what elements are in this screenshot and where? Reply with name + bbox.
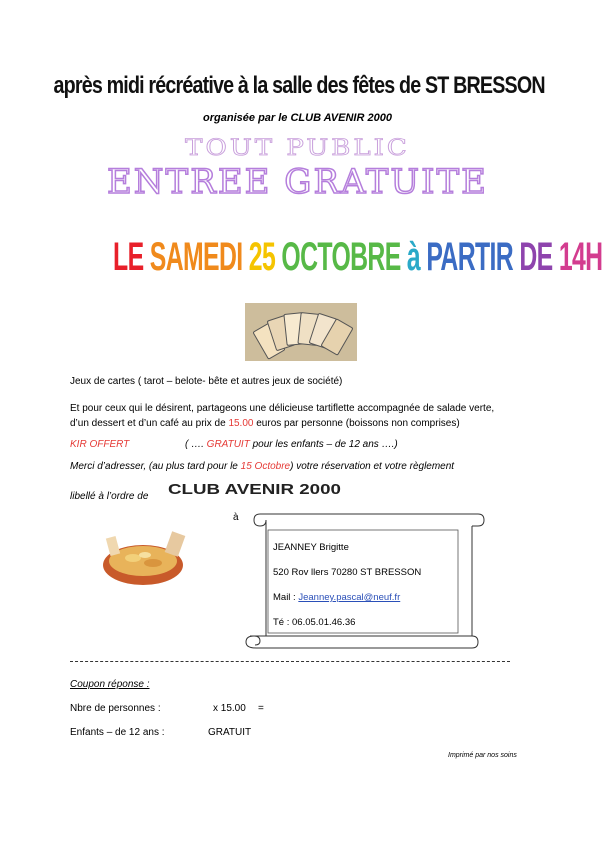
coupon-title: Coupon réponse :	[70, 679, 150, 690]
cut-line-divider	[70, 661, 510, 662]
entree-gratuite-banner: ENTREE GRATUITE	[106, 162, 488, 202]
date-word: LE	[113, 235, 150, 279]
date-word: PARTIR	[426, 235, 520, 279]
tartiflette-line: Et pour ceux qui le désirent, partageons une délicieuse tartiflette accompagnée de salade verte,	[70, 403, 495, 414]
price-value: 15.00	[228, 418, 254, 429]
merci-date: 15 Octobre	[240, 461, 291, 472]
address-mail	[273, 592, 400, 603]
date-word: 25	[248, 235, 282, 279]
games-line: Jeux de cartes ( tarot – belote- bête et autres jeux de société)	[70, 376, 343, 387]
coupon-children-value: GRATUIT	[208, 727, 252, 738]
mail-label: Mail :	[273, 592, 299, 603]
price-line-pre: d’un dessert et d’un café au prix de	[70, 418, 229, 429]
kir-note-pre: ( ….	[185, 439, 207, 450]
address-street: 520 Rov llers 70280 ST BRESSON	[273, 567, 422, 578]
club-name: CLUB AVENIR 2000	[168, 481, 341, 498]
address-tel: Té : 06.05.01.46.36	[273, 617, 356, 628]
tout-public-banner: TOUT PUBLIC	[185, 135, 410, 161]
kir-note-post: pour les enfants – de 12 ans ….)	[249, 439, 398, 450]
coupon-children-label: Enfants – de 12 ans :	[70, 727, 165, 738]
a-label: à	[233, 512, 239, 523]
date-word: 14H	[558, 235, 602, 279]
tartiflette-image	[98, 525, 188, 590]
coupon-equals: =	[258, 703, 264, 714]
libelle-line: libellé à l’ordre de	[70, 491, 149, 502]
kir-note-gratuit: GRATUIT	[206, 439, 250, 450]
printed-by-note: Imprimé par nos soins	[448, 752, 517, 759]
mail-link[interactable]: Jeanney.pascal@neuf.fr	[298, 592, 401, 603]
page-title: après midi récréative à la salle des fêtes de ST BRESSON	[53, 72, 545, 99]
address-name: JEANNEY Brigitte	[273, 542, 349, 553]
date-word: OCTOBRE	[281, 235, 407, 279]
price-line	[70, 418, 460, 429]
organizer-line: organisée par le CLUB AVENIR 2000	[203, 112, 392, 124]
date-word: à	[406, 235, 427, 279]
coupon-persons-price: x 15.00	[213, 703, 246, 714]
date-word: SAMEDI	[149, 235, 249, 279]
kir-offert: KIR OFFERT	[70, 439, 130, 450]
kir-note	[185, 439, 398, 450]
address-scroll-frame	[240, 508, 485, 653]
price-line-post: euros par personne (boissons non comprises)	[253, 418, 460, 429]
merci-line	[70, 461, 454, 472]
date-word: DE	[519, 235, 559, 279]
playing-cards-image	[245, 303, 357, 361]
merci-post: ) votre réservation et votre règlement	[290, 461, 455, 472]
event-date-banner	[113, 235, 602, 280]
coupon-persons-label: Nbre de personnes :	[70, 703, 161, 714]
merci-pre: Merci d’adresser, (au plus tard pour le	[70, 461, 241, 472]
